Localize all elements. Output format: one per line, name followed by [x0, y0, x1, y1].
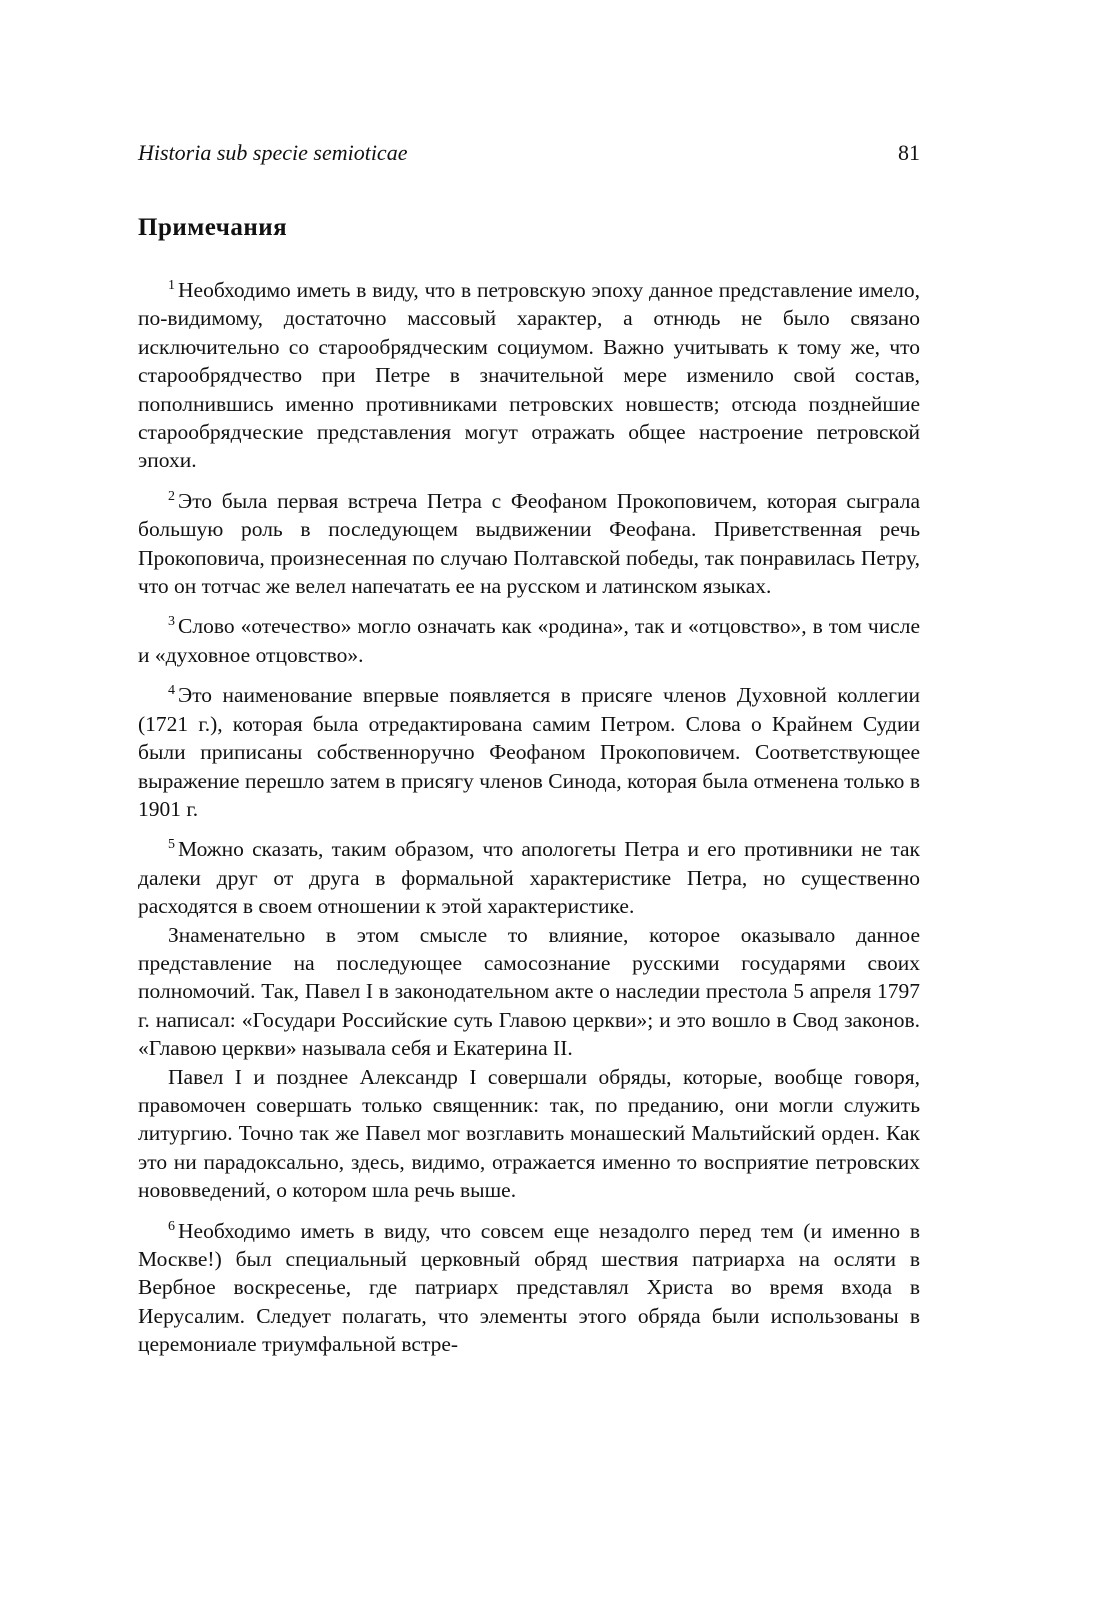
note-6 [138, 1217, 920, 1359]
note-3 [138, 612, 920, 669]
note-2 [138, 487, 920, 601]
book-page [138, 140, 920, 1371]
note-5 [138, 835, 920, 920]
section-title: Примечания [138, 214, 288, 241]
note-5-paragraph: Знаменательно в этом смысле то влияние, которое оказывало данное представление на последующее самосознание русскими государями своих полномочий. Так, Павел I в законодательном акте о наследии престола 5 апреля 1797 г. написал: «Государи Российские суть Главою церкви»; и это вошло в Свод законов. «Главою церкви» называла себя и Екатерина II. [138, 922, 920, 1061]
running-title: Historia sub specie semioticae [138, 140, 408, 165]
note-text: Можно сказать, таким образом, что апологеты Петра и его противники не так далеки друг от друга в формальной характеристике Петра, но существенно расходятся в своем отношении к этой характеристике. [138, 837, 920, 919]
note-1 [138, 276, 920, 475]
note-number: 3 [168, 614, 175, 630]
note-text: Необходимо иметь в виду, что в петровскую эпоху данное представление имело, по-видимому, достаточно массовый характер, а отнюдь не было связано исключительно со старообрядческим социумом. Важно учитывать к тому же, что старообрядчество при Петре в значительной мере изменило свой состав, пополнившись именно противниками петровских новшеств; отсюда позднейшие старообрядческие представления могут отражать общее настроение петровской эпохи. [138, 278, 920, 473]
note-5-paragraph: Павел I и позднее Александр I совершали обряды, которые, вообще говоря, правомочен совершать только священник: так, по преданию, они могли служить литургию. Точно так же Павел мог возглавить монашеский Мальтийский орден. Как это ни парадоксально, здесь, видимо, отражается именно то восприятие петровских нововведений, о котором шла речь выше. [138, 1064, 920, 1203]
note-text: Это была первая встреча Петра с Феофаном Прокоповичем, которая сыграла большую роль в последующем выдвижении Феофана. Приветственная речь Прокоповича, произнесенная по случаю Полтавской победы, так понравилась Петру, что он тотчас же велел напечатать ее на русском и латинском языках. [138, 488, 920, 599]
note-text: Необходимо иметь в виду, что совсем еще незадолго перед тем (и именно в Москве!) был специальный церковный обряд шествия патриарха на осляти в Вербное воскресенье, где патриарх представлял Христа во время входа в Иерусалим. Следует полагать, что элементы этого обряда были использованы в церемониале триумфальной встре- [138, 1218, 920, 1357]
note-number: 2 [168, 488, 175, 504]
note-number: 1 [168, 278, 175, 293]
note-number: 4 [168, 683, 175, 699]
note-text: Слово «отечество» могло означать как «родина», так и «отцовство», в том числе и «духовное отцовство». [138, 614, 920, 667]
note-number: 5 [168, 837, 175, 853]
running-head [138, 140, 920, 172]
note-4 [138, 681, 920, 823]
page-number: 81 [898, 140, 920, 165]
note-text: Это наименование впервые появляется в присяге членов Духовной коллегии (1721 г.), которая была отредактирована самим Петром. Слова о Крайнем Судии были приписаны собственноручно Феофаном Прокоповичем. Соответствующее выражение перешло затем в присягу членов Синода, которая была отменена только в 1901 г. [138, 683, 920, 821]
note-number: 6 [168, 1218, 175, 1234]
